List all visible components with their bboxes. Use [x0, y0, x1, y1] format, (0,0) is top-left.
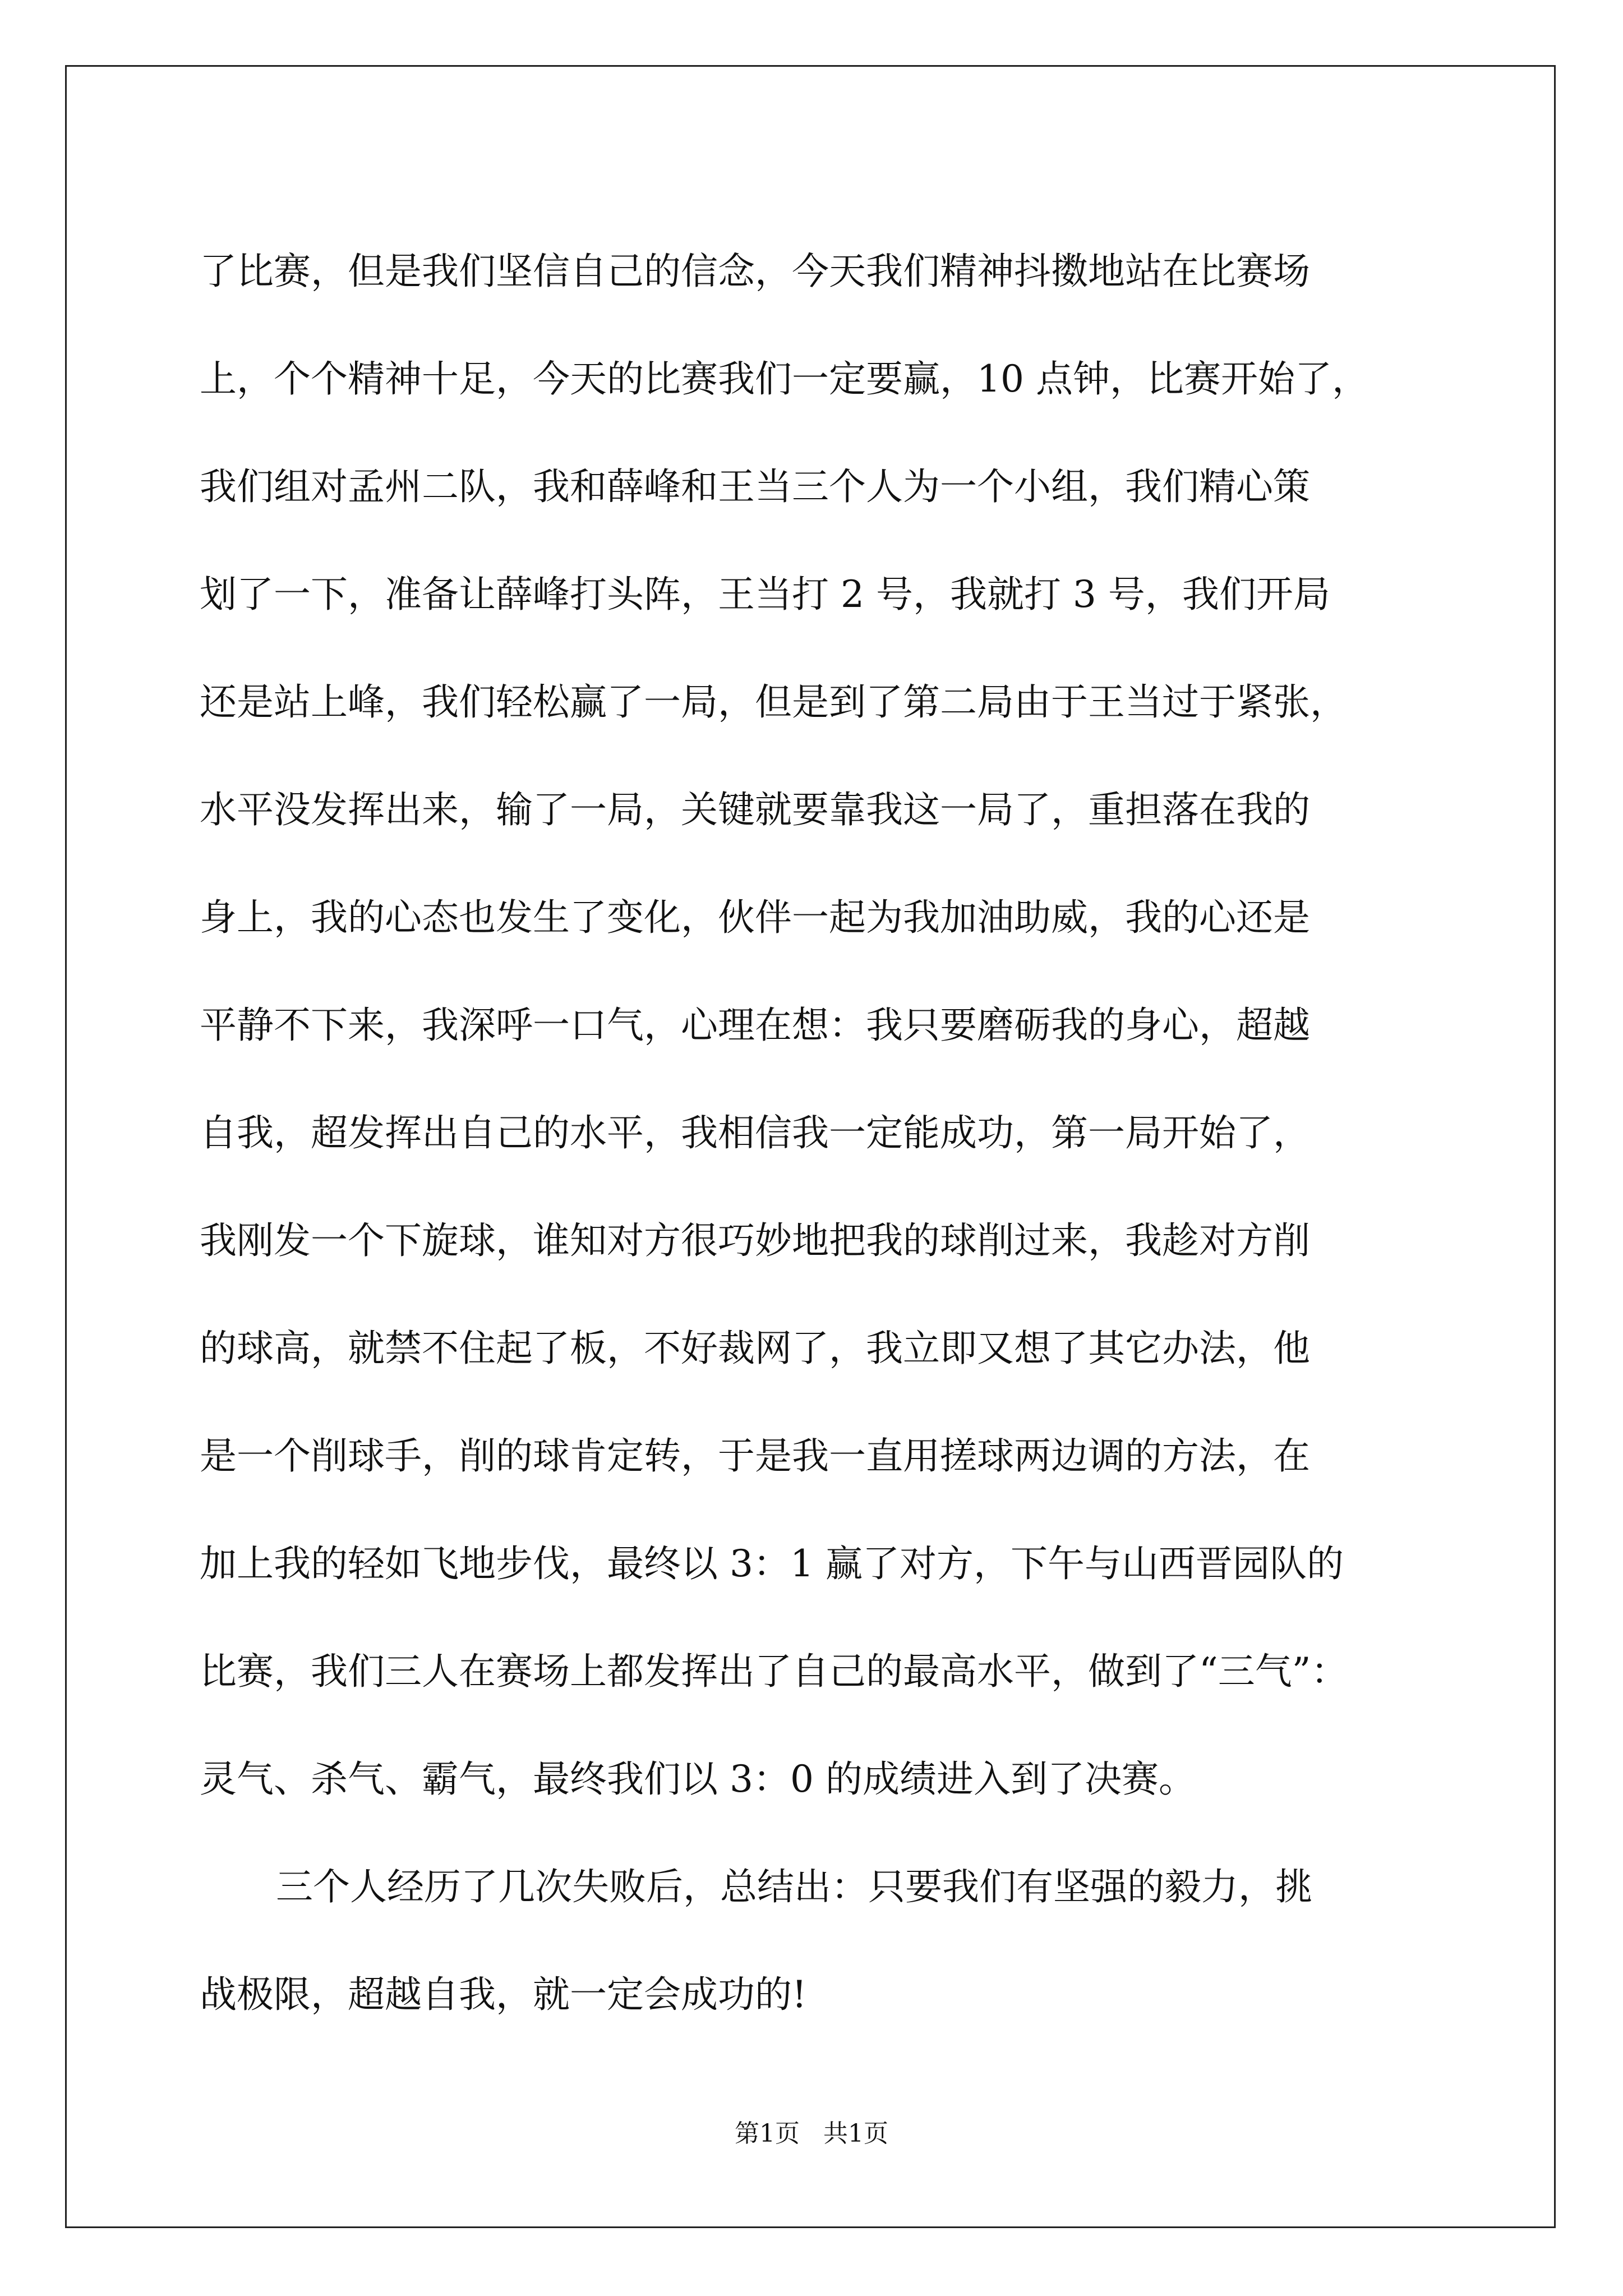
paragraph-start-line: 三个人经历了几次失败后，总结出：只要我们有坚强的毅力，挑 [276, 1865, 1312, 1908]
text-line: 还是站上峰，我们轻松赢了一局，但是到了第二局由于王当过于紧张， [200, 680, 1347, 724]
text-line: 了比赛，但是我们坚信自己的信念，今天我们精神抖擞地站在比赛场 [200, 250, 1310, 293]
text-line: 上，个个精神十足，今天的比赛我们一定要赢，10 点钟，比赛开始了， [200, 357, 1369, 401]
text-line: 战极限，超越自我，就一定会成功的! [200, 1973, 807, 2016]
text-line: 自我，超发挥出自己的水平，我相信我一定能成功，第一局开始了， [200, 1111, 1310, 1154]
text-line: 我们组对孟州二队，我和薛峰和王当三个人为一个小组，我们精心策 [200, 465, 1310, 508]
document-body [200, 218, 1478, 2049]
text-line: 身上，我的心态也发生了变化，伙伴一起为我加油助威，我的心还是 [200, 896, 1310, 939]
text-line: 的球高，就禁不住起了板，不好裁网了，我立即又想了其它办法，他 [200, 1327, 1310, 1370]
text-line: 我刚发一个下旋球，谁知对方很巧妙地把我的球削过来，我趁对方削 [200, 1219, 1310, 1262]
text-line: 加上我的轻如飞地步伐，最终以 3：1 赢了对方，下午与山西晋园队的 [200, 1542, 1344, 1585]
text-line: 灵气、杀气、霸气，最终我们以 3：0 的成绩进入到了决赛。 [200, 1757, 1196, 1801]
page-footer: 第1页 共1页 [735, 2119, 888, 2148]
text-line: 水平没发挥出来，输了一局，关键就要靠我这一局了，重担落在我的 [200, 788, 1310, 831]
text-line: 平静不下来，我深呼一口气，心理在想：我只要磨砺我的身心，超越 [200, 1004, 1310, 1047]
text-line: 比赛，我们三人在赛场上都发挥出了自己的最高水平，做到了“三气”： [200, 1650, 1348, 1693]
text-line: 是一个削球手，削的球肯定转，于是我一直用搓球两边调的方法，在 [200, 1434, 1310, 1478]
text-line: 划了一下，准备让薛峰打头阵，王当打 2 号，我就打 3 号，我们开局 [200, 573, 1330, 616]
